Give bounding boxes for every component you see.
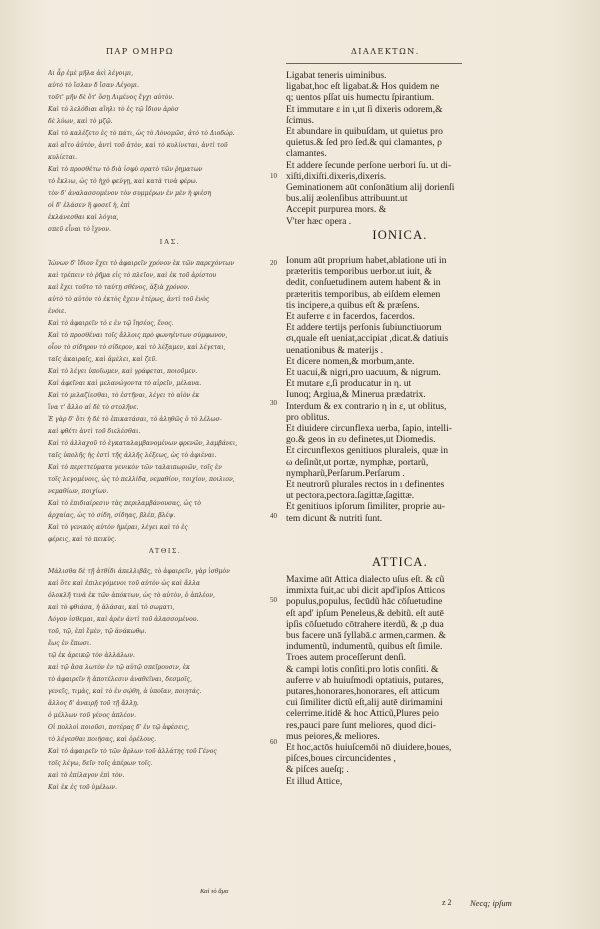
text-line: τὸ λέγεσθαι ποιήσας, καὶ ὁρέλους. <box>48 736 157 743</box>
text-line: res,pauci pare ſunt meliores, quod dici- <box>286 719 436 731</box>
latin-section-title-ionica: IONICA. <box>372 228 428 242</box>
text-line: ἐνόιε. <box>48 308 67 315</box>
greek-block-3 <box>48 566 280 794</box>
text-line: Καὶ τὸ ἀφαιρεῖν τὸ ε ἐν τῷ ἴησέος, ἔνος. <box>48 320 174 327</box>
text-line: putares,honorares,honorares, eſt atticum <box>286 686 440 698</box>
latin-section-title-attica: ATTICA. <box>372 555 428 569</box>
text-line: Geminationem aūt conſonātium alij dorienſi <box>286 182 455 194</box>
text-line: αὐτὸ τὸ αὐτὸν τὸ ἐκτὸς ἔχειν ἑτέρως, ἀντὶ τοῦ ἑνὸς <box>48 296 210 303</box>
text-line: οἷον τὸ σίδηρον τὸ σίδερον, καὶ τὸ λέξαμεν, καὶ λέγεται, <box>48 344 226 351</box>
latin-block-3 <box>286 574 506 787</box>
text-line: ligabat,hoc eſt ligabat.& Hos quidem ne <box>286 81 440 93</box>
text-line: auferre ν ab huiuſmodi optatiuis, putares, <box>286 674 444 686</box>
text-line: ὁλοκλῆ τινὰ ἐκ τῶν ἀπόκτων, ὡς τὸ αὐτὸν, ὁ ἀπλέον, <box>48 592 215 599</box>
text-line: ipſis cōſuetudo cōtrahere iterdũ, & ,p dua <box>286 618 444 630</box>
text-line: cui ſimiliter dictũ eſt,alij autē dirimamini <box>286 697 443 709</box>
line-number: 40 <box>270 512 277 520</box>
text-line: Et hoc,actōs huiuſcemōi nō diuidere,boues, <box>286 742 452 754</box>
text-line: τοῖς λέγω, δεῖν τοῖς ἀπέρων τοῖς. <box>48 760 153 767</box>
text-line: Καὶ τὸ λελόδιαι αἵηλι τὸ ἐς τῷ ἴδιον ἀρὸσ <box>48 106 179 113</box>
text-line: tis incipere,a quibus eſt & præſens. <box>286 299 420 311</box>
text-line: καὶ τὸ ἐπίλαγον ἐπὶ τὸν. <box>48 772 125 779</box>
text-line: mus peiores,& meliores. <box>286 730 380 742</box>
text-line: κυλίεται. <box>48 154 78 161</box>
text-line: καὶ αἵτο ἀὐτὸν, ἀντὶ τοῦ ἀτὸν, καὶ τὸ κυλίνεται, ἀντὶ τοῦ <box>48 142 228 149</box>
greek-catchword: Καὶ τὸ ἄμα <box>200 888 229 895</box>
text-line: Et auferre ε in facerdos, facerdos. <box>286 311 415 323</box>
text-line: bus.alij æolenſibus attribuunt.ut <box>286 193 408 205</box>
text-line: quietus.& ſed pro ſed.& qui clamantes, ρ <box>286 137 442 149</box>
text-line: αὐτὸ τὸ ἴσλαν δ ἴσαν Λέγομι. <box>48 82 140 89</box>
text-line: Et dicere nomen,& morbum,ante. <box>286 355 415 367</box>
text-line: & campi lotis conſiti.pro lotis conſiti. & <box>286 663 439 675</box>
latin-block-1 <box>286 70 506 227</box>
text-line: Καὶ τὸ περιττεύματα γενικὸν τῶν ταλαιπωριῶν, τοῖς ἐν <box>48 464 222 471</box>
text-line: καὶ τῷ ἄσα λωτὸν ἐν τῷ αὐτῷ σπεῖρουσιν, ἐκ <box>48 664 191 671</box>
text-line: immixta fuit,ac ubi dicit apd'ipſos Atticos <box>286 585 445 597</box>
text-line: τὸ ἀφαιρεῖν ἡ ἀποτέλεσιν ἀναθεῖναι, δεσμοῖς, <box>48 676 192 683</box>
text-line: ἄλλος δ' ἀναιρῇ τοῦ τῇ ἄλλῃ. <box>48 700 139 707</box>
text-line: ἵνα τ' ἄλλο αἱ δὲ τὸ στολῆνε. <box>48 404 139 411</box>
text-line: τὸν δ' ἀναλασσομένον τὸν συμμέρων ἐν μὲν ἡ φιέση <box>48 190 212 197</box>
text-line: ταῖς ὑπολῆς ἡς ἐστὶ τῆς ἀλλῆς λέξεως, ὡς τὸ ἀφιέναι. <box>48 452 217 459</box>
text-line: Et diuidere circunflexa uerba, ſapio, intelli- <box>286 423 452 435</box>
text-line: τὸ ἔκλιω, ὡς τὸ ἡχὸ φεύγῃ, καὶ κατὰ τινὰ φέρω. <box>48 178 198 185</box>
text-line: Et genitiuos ipſorum ſimiliter, proprie au- <box>286 501 445 513</box>
text-line: Accepit purpurea mors. & <box>286 204 387 216</box>
signature-mark: z 2 <box>442 898 452 907</box>
text-line: Αι ἆρ ἐμὲ μῆλα ἀεὶ λέγοιμι, <box>48 70 134 77</box>
text-line: Καὶ τὸ γενικὸς αὐτὸν ἡμέραι, λέγει καὶ τὸ ἐς <box>48 524 188 531</box>
text-line: τοῦ, τῷ, ἐπὶ ἔμὲν, τῷ ἀνάκωθῳ. <box>48 628 147 635</box>
greek-section-title-atthis: ΑΤΘΙΣ. <box>148 546 182 555</box>
text-line: xiſti,dixiſti.dixeris,dixeris. <box>286 170 387 182</box>
text-line: Ligabat teneris uiminibus. <box>286 70 387 81</box>
text-line: Ἐ γὰρ δ' ὄτι ἡ δὲ τὸ ἐπικατάσαι, τὸ ἀληθῶς ὁ τὸ λέλωσ- <box>48 416 222 423</box>
text-line: q; uentos pſſat uis humectu ſpirantium. <box>286 92 435 104</box>
text-line: dedit, conſuetudinem autem habent & in <box>286 277 441 289</box>
text-line: Οἱ πολλοὶ ποιοῦσι, ποτέρας δ' ἐν τῷ ἀφέσεις, <box>48 724 190 731</box>
text-line: Καὶ τὸ ἀφαιρεῖν τὸ τῶν ἄρλων τοῦ ἀλλάτης τοῦ Γένος <box>48 748 217 755</box>
text-line: Καὶ τὸ μιλαζίεσθαι, τὸ ἐστῆναι, λέγει τὸ αἰὸν ἐκ <box>48 392 200 399</box>
text-line: V'ter hæc opera . <box>286 215 352 227</box>
text-line: Iunoq; Argiua,& Minerua prædatrix. <box>286 389 426 401</box>
text-line: ὁ μέλλων τοῦ γένος ἀπλέον. <box>48 712 137 719</box>
line-number: 10 <box>270 172 277 180</box>
line-number: 50 <box>270 596 277 604</box>
text-line: καὶ φθέτι ἀντὶ τοῦ διελέσθαι. <box>48 428 141 435</box>
text-line: φέρεις, καὶ τὸ πεικὺς. <box>48 536 117 543</box>
text-line: præteritis temporibus, ab eiſdem elemen <box>286 288 441 300</box>
text-line: Μάλισθα δὲ τῇ ἀτθίδι ἀπελλιβᾶς, τὸ ἀφαιρεῖν, γὰρ ἰσθμὸν <box>48 568 230 575</box>
text-line: Et circunflexos genitiuos pluraleis, quæ in <box>286 445 448 457</box>
text-line: piſces,boues circuncidentes , <box>286 753 396 765</box>
text-line: ut pectora,pectora.ſagittæ,ſagittæ. <box>286 490 415 502</box>
text-line: Καὶ ἀφεῖναι καὶ μελανώγοντα τὸ αἱρεῖν, μέλανα. <box>48 380 202 387</box>
text-line: Et addere tertijs perſonis ſubiunctiuorum <box>286 322 442 334</box>
text-line: Ionum aūt proprium habet,ablatione uti in <box>286 255 447 266</box>
text-line: & piſces aueſq; . <box>286 764 349 776</box>
text-line: tem dicunt & nutriti ſunt. <box>286 512 383 524</box>
text-line: Interdum & ex contrario η in ε, ut oblitus, <box>286 400 447 412</box>
text-line: Et illud Attice, <box>286 775 343 787</box>
text-line: Troes autem proceſſerunt denſi. <box>286 652 407 664</box>
text-line: Καὶ ἐκ ἐς τοῦ ὑμέλων. <box>48 784 117 791</box>
text-line: ἕως ἐν ἔπωσι. <box>48 640 92 647</box>
text-line: pro oblitus. <box>286 411 330 423</box>
text-line: καὶ ἔχει τοῦτο τὸ ταύτῃ σθένος, ἀξιὰ χρόνον. <box>48 284 190 291</box>
line-number: 30 <box>270 399 277 407</box>
text-line: Καὶ τὸ ἀλλαχοῦ τὸ ἐγκαταλαμβανομένων φρενῶν, λαμβάνει, <box>48 440 238 447</box>
text-line: Λόγον ἰσθεμαι, καὶ ἀρὲν ἀντὶ τοῦ ἀλασσομένου. <box>48 616 199 623</box>
text-line: Καὶ τὸ προσθέτω τὸ διὰ ἰσφὺ σρατὸ τῶν ῥηματων <box>48 166 203 173</box>
text-line: nympharũ,Perſarum.Perſarum . <box>286 467 405 479</box>
text-line: Et neutrorũ plurales rectos in ı definentes <box>286 479 445 491</box>
text-line: σπεῦ εἶναι τὸ ἴχνον. <box>48 226 111 233</box>
text-line: τοῖς λεγομένοις, ὡς τὸ πελλίδα, νεμαθίον, τοιχίον, ποιλιον, <box>48 476 235 483</box>
text-line: clamantes. <box>286 148 327 160</box>
text-line: καὶ τρέπειν τὸ ῥῆμα εἰς τὸ πλεῖον, καὶ ἐκ τοῦ ἀρίστου <box>48 272 217 279</box>
text-line: οἱ δ' ἐλάσεν ἢ φοσεῖ ἡ, ἐπὶ <box>48 202 131 209</box>
line-number: 60 <box>270 738 277 746</box>
running-head-right: ΔΙΑΛΕΚΤΩΝ. <box>351 47 420 56</box>
latin-catchword: Necq; ipſum <box>470 898 512 908</box>
text-line: Et abundare in quibuſdam, ut quietus pro <box>286 126 443 138</box>
text-line: Et uacui,& nigri,pro uacuum, & nigrum. <box>286 367 441 379</box>
latin-block-2 <box>286 255 506 524</box>
text-line: τῷ ἐκ ἀρεικῷ τὸν ἀλλάλων. <box>48 652 135 659</box>
text-line: Et addere ſecunde perſone uerbori ſu. ut di- <box>286 159 452 171</box>
text-line: καὶ ὅτε καὶ ἐπιλεγόμενοι τοῦ αὐτὸν ὡς καὶ ἄλλα <box>48 580 201 587</box>
text-line: populus,populus, ſecūdũ hāc cōſuetudine <box>286 596 443 608</box>
greek-block-2 <box>48 258 280 546</box>
text-line: uenationibus & materijs . <box>286 344 383 356</box>
text-line: σι,quale eſt ueniat,accipiat ,dicat.& datiuis <box>286 333 449 345</box>
text-line: præteritis temporibus uerbor.ut iuit, & <box>286 266 433 278</box>
text-line: Ἰώνων δ' ἴδιον ἔχει τὸ ἀφαιρεῖν χρόνον ἐκ τῶν παρεχόντων <box>48 260 235 267</box>
text-line: Καὶ τὸ ἐπιδιαίρεσιν τὰς περιλαμβάνουσας, ὡς τὸ <box>48 500 201 507</box>
text-line: ſcimus. <box>286 114 314 126</box>
text-line: ἀρχαίας, ὡς τὸ σίδη, σίδηας, βλέπ, βλέψ. <box>48 512 176 519</box>
text-line: Καὶ τὸ καλέζετο ἐς τὸ πάτι, ὡς τὸ Λὸνομῶσ, ἀτὸ τὸ Διοδώρ. <box>48 130 235 137</box>
text-line: indumentũ, indumentũ, quibus eſt ſimile. <box>286 641 443 653</box>
text-line: δὲ λύων, καὶ τὸ μζῷ. <box>48 118 113 125</box>
greek-section-title-ias: ΙΑΣ. <box>159 237 181 246</box>
text-line: Et immutare ε in ι,ut ſi dixeris odorem,& <box>286 103 443 115</box>
text-line: καὶ τὸ φθιάσα, ἡ ἀλάσαι, καὶ τὸ σωματι, <box>48 604 175 611</box>
text-line: eſt apd' ipſum Peneleus,& debitũ. eſt autē <box>286 607 444 619</box>
text-line: Et mutare ε,ſi producatur in η. ut <box>286 378 412 390</box>
text-line: τοῦτ' μῆν δὲ ὅτ' ὅσῃ Λιμένος ἔγχι αὐτὸν. <box>48 94 175 101</box>
text-line: νεμαθίων, ποιχίων. <box>48 488 109 495</box>
text-line: ἐκλάνεσθαι καὶ λόγια, <box>48 214 119 221</box>
header-rule <box>286 63 462 64</box>
greek-block-1 <box>48 68 280 236</box>
text-line: γενεῖς, τιμὰς, καὶ τὸ ἐν σῴθη, ἀ ὑποῖαν, ποιητάς. <box>48 688 202 695</box>
text-line: bus facere unā ſyllabā.c armen,carmen. & <box>286 630 446 642</box>
text-line: ταῖς ἀκαιραῖς, καὶ ἀμὲλει, καὶ ζεῦ. <box>48 356 158 363</box>
text-line: Maxime aūt Attica dialecto uſus eſt. & cũ <box>286 574 445 585</box>
text-line: go.& geos in ευ definetes,ut Diomedis. <box>286 434 436 446</box>
text-line: ω deſinũt,ut portæ, nymphæ, portarũ, <box>286 456 429 468</box>
text-line: celerrime.itidē & hoc Atticũ,Plures peio <box>286 708 439 720</box>
running-head-left: ΠΑΡ ΟΜΗΡΩ <box>106 47 174 56</box>
line-number: 20 <box>270 259 277 267</box>
text-line: Καὶ τὸ λέγει ὑποῖωμεν, καὶ γράφεται, ποιοῦμεν. <box>48 368 198 375</box>
text-line: Καὶ τὸ προσθέναι τοῖς ἄλλοις πρὸ φωνηέντων σύμφωνον, <box>48 332 228 339</box>
